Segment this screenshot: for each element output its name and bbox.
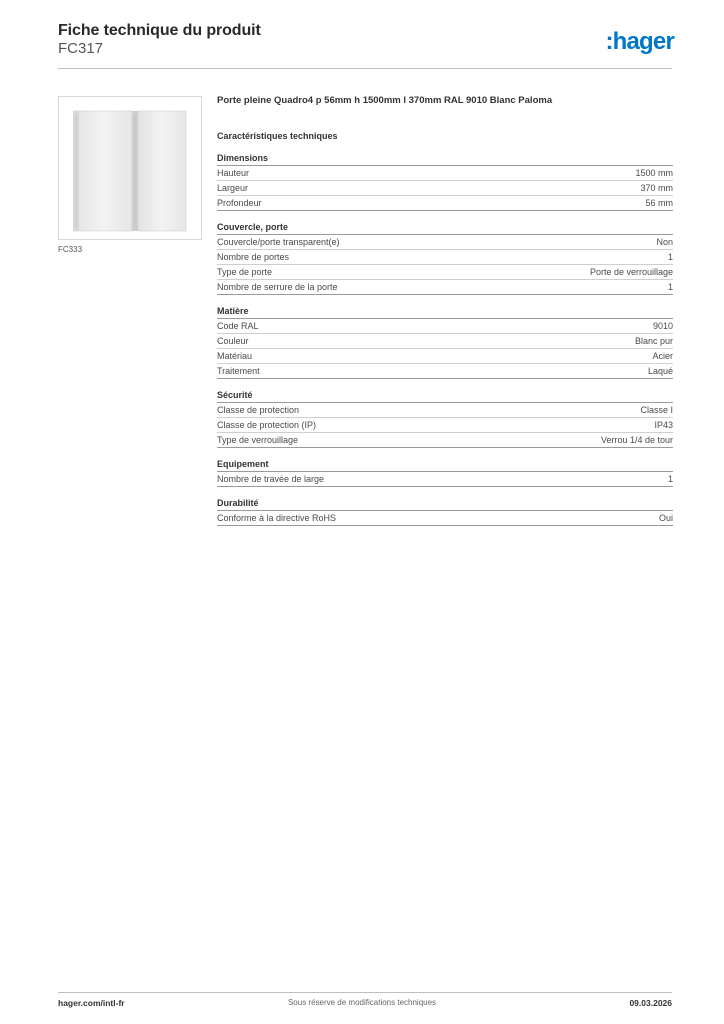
spec-row: [217, 511, 673, 526]
spec-label: Nombre de serrure de la porte: [217, 282, 338, 292]
spec-row: [217, 166, 673, 181]
spec-row: [217, 235, 673, 250]
spec-value: Acier: [652, 351, 673, 361]
spec-value: Laqué: [647, 366, 673, 376]
spec-value: 1: [667, 282, 673, 292]
spec-group-title: Sécurité: [217, 389, 673, 403]
spec-area: [217, 94, 673, 526]
footer-disclaimer: Sous réserve de modifications techniques: [287, 998, 437, 1007]
spec-rows: [217, 403, 673, 448]
spec-group-title: Equipement: [217, 458, 673, 472]
spec-value: IP43: [654, 420, 673, 430]
spec-row: [217, 280, 673, 295]
spec-row: [217, 418, 673, 433]
spec-group: [217, 497, 673, 526]
footer-date: 09.03.2026: [629, 998, 672, 1008]
hager-logo: :hager: [605, 28, 674, 55]
spec-group: [217, 389, 673, 448]
spec-label: Type de porte: [217, 267, 273, 277]
spec-label: Matériau: [217, 351, 253, 361]
footer-website[interactable]: hager.com/intl-fr: [58, 998, 125, 1008]
spec-groups: [217, 152, 673, 526]
spec-value: Classe I: [640, 405, 673, 415]
spec-rows: [217, 472, 673, 487]
spec-row: [217, 403, 673, 418]
spec-row: [217, 364, 673, 379]
spec-value: 1500 mm: [635, 168, 673, 178]
product-description: Porte pleine Quadro4 p 56mm h 1500mm l 370mm RAL 9010 Blanc Paloma: [217, 95, 553, 106]
product-reference: FC317: [58, 40, 104, 57]
spec-value: Verrou 1/4 de tour: [600, 435, 673, 445]
spec-row: [217, 349, 673, 364]
spec-label: Classe de protection (IP): [217, 420, 317, 430]
spec-value: Oui: [658, 513, 673, 523]
spec-value: 1: [667, 474, 673, 484]
spec-label: Hauteur: [217, 168, 250, 178]
spec-value: 56 mm: [645, 198, 673, 208]
spec-label: Conforme à la directive RoHS: [217, 513, 337, 523]
spec-group-title: Dimensions: [217, 152, 673, 166]
spec-group-title: Durabilité: [217, 497, 673, 511]
spec-row: [217, 433, 673, 448]
spec-row: [217, 334, 673, 349]
spec-label: Nombre de travée de large: [217, 474, 325, 484]
spec-rows: [217, 235, 673, 295]
image-caption: FC333: [58, 245, 83, 254]
spec-group: [217, 305, 673, 379]
page-title: Fiche technique du produit: [58, 22, 261, 39]
spec-row: [217, 196, 673, 211]
spec-rows: [217, 511, 673, 526]
spec-rows: [217, 319, 673, 379]
spec-group: [217, 458, 673, 487]
spec-value: Non: [656, 237, 673, 247]
door-panel-icon: [59, 97, 201, 239]
spec-row: [217, 472, 673, 487]
spec-value: 9010: [652, 321, 673, 331]
spec-label: Couvercle/porte transparent(e): [217, 237, 340, 247]
spec-group: [217, 221, 673, 295]
spec-label: Code RAL: [217, 321, 259, 331]
specs-heading: Caractéristiques techniques: [217, 131, 338, 141]
spec-label: Profondeur: [217, 198, 262, 208]
header-divider: [58, 68, 672, 69]
footer-divider: [58, 992, 672, 993]
spec-label: Classe de protection: [217, 405, 300, 415]
spec-group: [217, 152, 673, 211]
spec-row: [217, 181, 673, 196]
spec-row: [217, 250, 673, 265]
spec-value: Blanc pur: [634, 336, 673, 346]
spec-label: Traitement: [217, 366, 260, 376]
spec-label: Type de verrouillage: [217, 435, 299, 445]
spec-rows: [217, 166, 673, 211]
spec-row: [217, 265, 673, 280]
spec-value: 1: [667, 252, 673, 262]
spec-label: Nombre de portes: [217, 252, 290, 262]
spec-label: Largeur: [217, 183, 249, 193]
spec-group-title: Matière: [217, 305, 673, 319]
spec-row: [217, 319, 673, 334]
spec-value: Porte de verrouillage: [589, 267, 673, 277]
spec-label: Couleur: [217, 336, 249, 346]
product-image: [58, 96, 202, 240]
spec-value: 370 mm: [640, 183, 673, 193]
spec-group-title: Couvercle, porte: [217, 221, 673, 235]
